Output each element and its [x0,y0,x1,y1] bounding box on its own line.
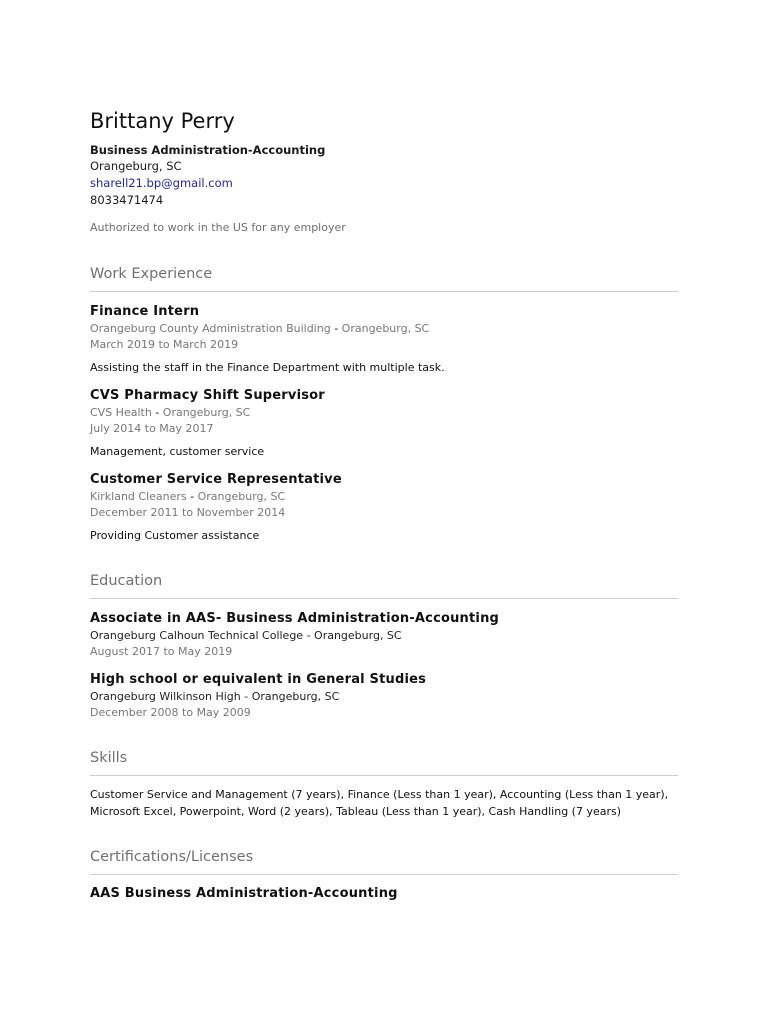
education-heading: Education [90,571,678,599]
candidate-headline: Business Administration-Accounting [90,143,326,157]
job-title: Customer Service Representative [90,472,342,487]
job-title: CVS Pharmacy Shift Supervisor [90,388,325,403]
work-entry [90,303,678,376]
job-dates: December 2011 to November 2014 [90,506,286,519]
skills-list: Customer Service and Management (7 years), Finance (Less than 1 year), Accounting (Less than 1 year), Microsoft Excel, Powerpoint, Word (2 years), Tableau (Less than 1 year), Cash Handling (7 years) [90,788,669,818]
degree-title: High school or equivalent in General Studies [90,672,427,687]
separator: - [186,490,198,503]
job-employer [90,321,678,337]
employer-name: Orangeburg County Administration Building [90,322,331,335]
employer-location: Orangeburg, SC [341,322,430,335]
job-dates: July 2014 to May 2017 [90,422,214,435]
education-dates: August 2017 to May 2019 [90,645,233,658]
job-dates: March 2019 to March 2019 [90,338,239,351]
employer-location: Orangeburg, SC [162,406,251,419]
job-employer [90,405,678,421]
work-entry [90,471,678,544]
school-name: Orangeburg Calhoun Technical College - Orangeburg, SC [90,629,402,642]
school-name: Orangeburg Wilkinson High - Orangeburg, SC [90,690,340,703]
job-description: Management, customer service [90,445,265,458]
candidate-phone: 8033471474 [90,193,164,207]
resume-content [90,108,678,903]
degree-title: Associate in AAS- Business Administration-Accounting [90,611,500,626]
separator: - [330,322,342,335]
job-employer [90,489,678,505]
job-description: Assisting the staff in the Finance Department with multiple task. [90,361,445,374]
education-entry [90,610,678,660]
candidate-email-link[interactable]: sharell21.bp@gmail.com [90,176,233,190]
job-title: Finance Intern [90,304,200,319]
work-authorization: Authorized to work in the US for any employer [90,221,346,234]
certifications-heading: Certifications/Licenses [90,847,678,875]
candidate-name: Brittany Perry [90,109,235,133]
employer-location: Orangeburg, SC [197,490,286,503]
certification-title: AAS Business Administration-Accounting [90,886,398,901]
candidate-location: Orangeburg, SC [90,159,182,173]
education-dates: December 2008 to May 2009 [90,706,251,719]
employer-name: Kirkland Cleaners [90,490,187,503]
skills-heading: Skills [90,748,678,776]
separator: - [151,406,163,419]
education-entry [90,671,678,721]
employer-name: CVS Health [90,406,152,419]
work-experience-heading: Work Experience [90,264,678,292]
job-description: Providing Customer assistance [90,529,260,542]
work-entry [90,387,678,460]
